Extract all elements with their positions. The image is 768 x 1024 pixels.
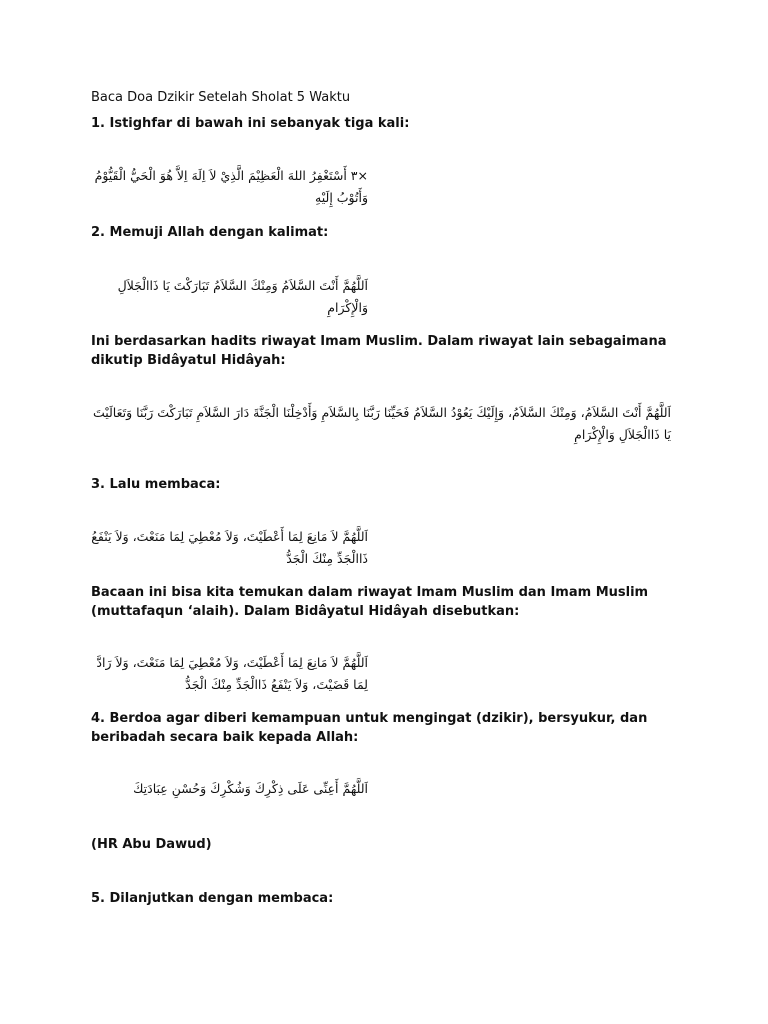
step-2-heading: 2. Memuji Allah dengan kalimat: xyxy=(91,225,329,240)
step-4-heading: 4. Berdoa agar diberi kemampuan untuk mengingat (dzikir), bersyukur, dan beribadah secara baik kepada Allah: xyxy=(91,711,648,745)
step-5-heading: 5. Dilanjutkan dengan membaca: xyxy=(91,891,334,906)
step-4-source: (HR Abu Dawud) xyxy=(91,837,212,852)
step-3-note: Bacaan ini bisa kita temukan dalam riwayat Imam Muslim dan Imam Muslim (muttafaqun ‘alaih). Dalam Bidâyatul Hidâyah disebutkan: xyxy=(91,585,649,619)
step-3-arabic: اَللَّهُمَّ لاَ مَانِعَ لِمَا أَعْطَيْتَ، وَلاَ مُعْطِيَ لِمَا مَنَعْتَ، وَلاَ يَنْفَعُ ذَاالْجَدِّ مِنْكَ الْجَدُّ xyxy=(91,529,368,566)
step-4-arabic: اَللَّهُمَّ أَعِنِّى عَلَى ذِكْرِكَ وَشُكْرِكَ وَحُسْنِ عِبَادَتِكَ xyxy=(133,781,368,796)
step-2-arabic: اَللَّهُمَّ أَنْتَ السَّلاَمُ وَمِنْكَ السَّلاَمُ تَبَارَكْتَ يَا ذَاالْجَلاَلِ وَالْإِكْرَامِ xyxy=(117,278,368,315)
step-1-heading: 1. Istighfar di bawah ini sebanyak tiga kali: xyxy=(91,116,410,131)
step-1-arabic: ×٣ أَسْتَغْفِرُ اللهَ الْعَظِيْمَ الَّذِيْ لاَ اِلَهَ اِلاَّ هُوَ الْحَيُّ الْقَيُّوْمُ وَأَتُوْبُ إِلَيْهِ xyxy=(94,168,368,205)
step-3-heading: 3. Lalu membaca: xyxy=(91,477,221,492)
document-title: Baca Doa Dzikir Setelah Sholat 5 Waktu xyxy=(91,90,351,105)
step-2-alt-arabic: اَللَّهُمَّ أَنْتَ السَّلاَمُ، وَمِنْكَ السَّلاَمُ، وَإِلَيْكَ يَعُوْدُ السَّلاَمُ فَحَيِّنَا رَبَّنَا بِالسَّلاَمِ وَأَدْخِلْنَا الْجَنَّةَ دَارَ السَّلاَمِ تَبَارَكْتَ رَبَّنَا وَتَعَالَيْتَ يَا ذَاالْجَلاَلِ وَالْإِكْرَامِ xyxy=(92,405,671,442)
step-2-note: Ini berdasarkan hadits riwayat Imam Muslim. Dalam riwayat lain sebagaimana dikutip Bidâyatul Hidâyah: xyxy=(91,334,667,368)
step-3-alt-arabic: اَللَّهُمَّ لاَ مَانِعَ لِمَا أَعْطَيْتَ، وَلاَ مُعْطِيَ لِمَا مَنَعْتَ، وَلاَ رَادَّ لِمَا قَضَيْتَ، وَلاَ يَنْفَعُ ذَاالْجَدِّ مِنْكَ الْجَدُّ xyxy=(96,655,368,692)
